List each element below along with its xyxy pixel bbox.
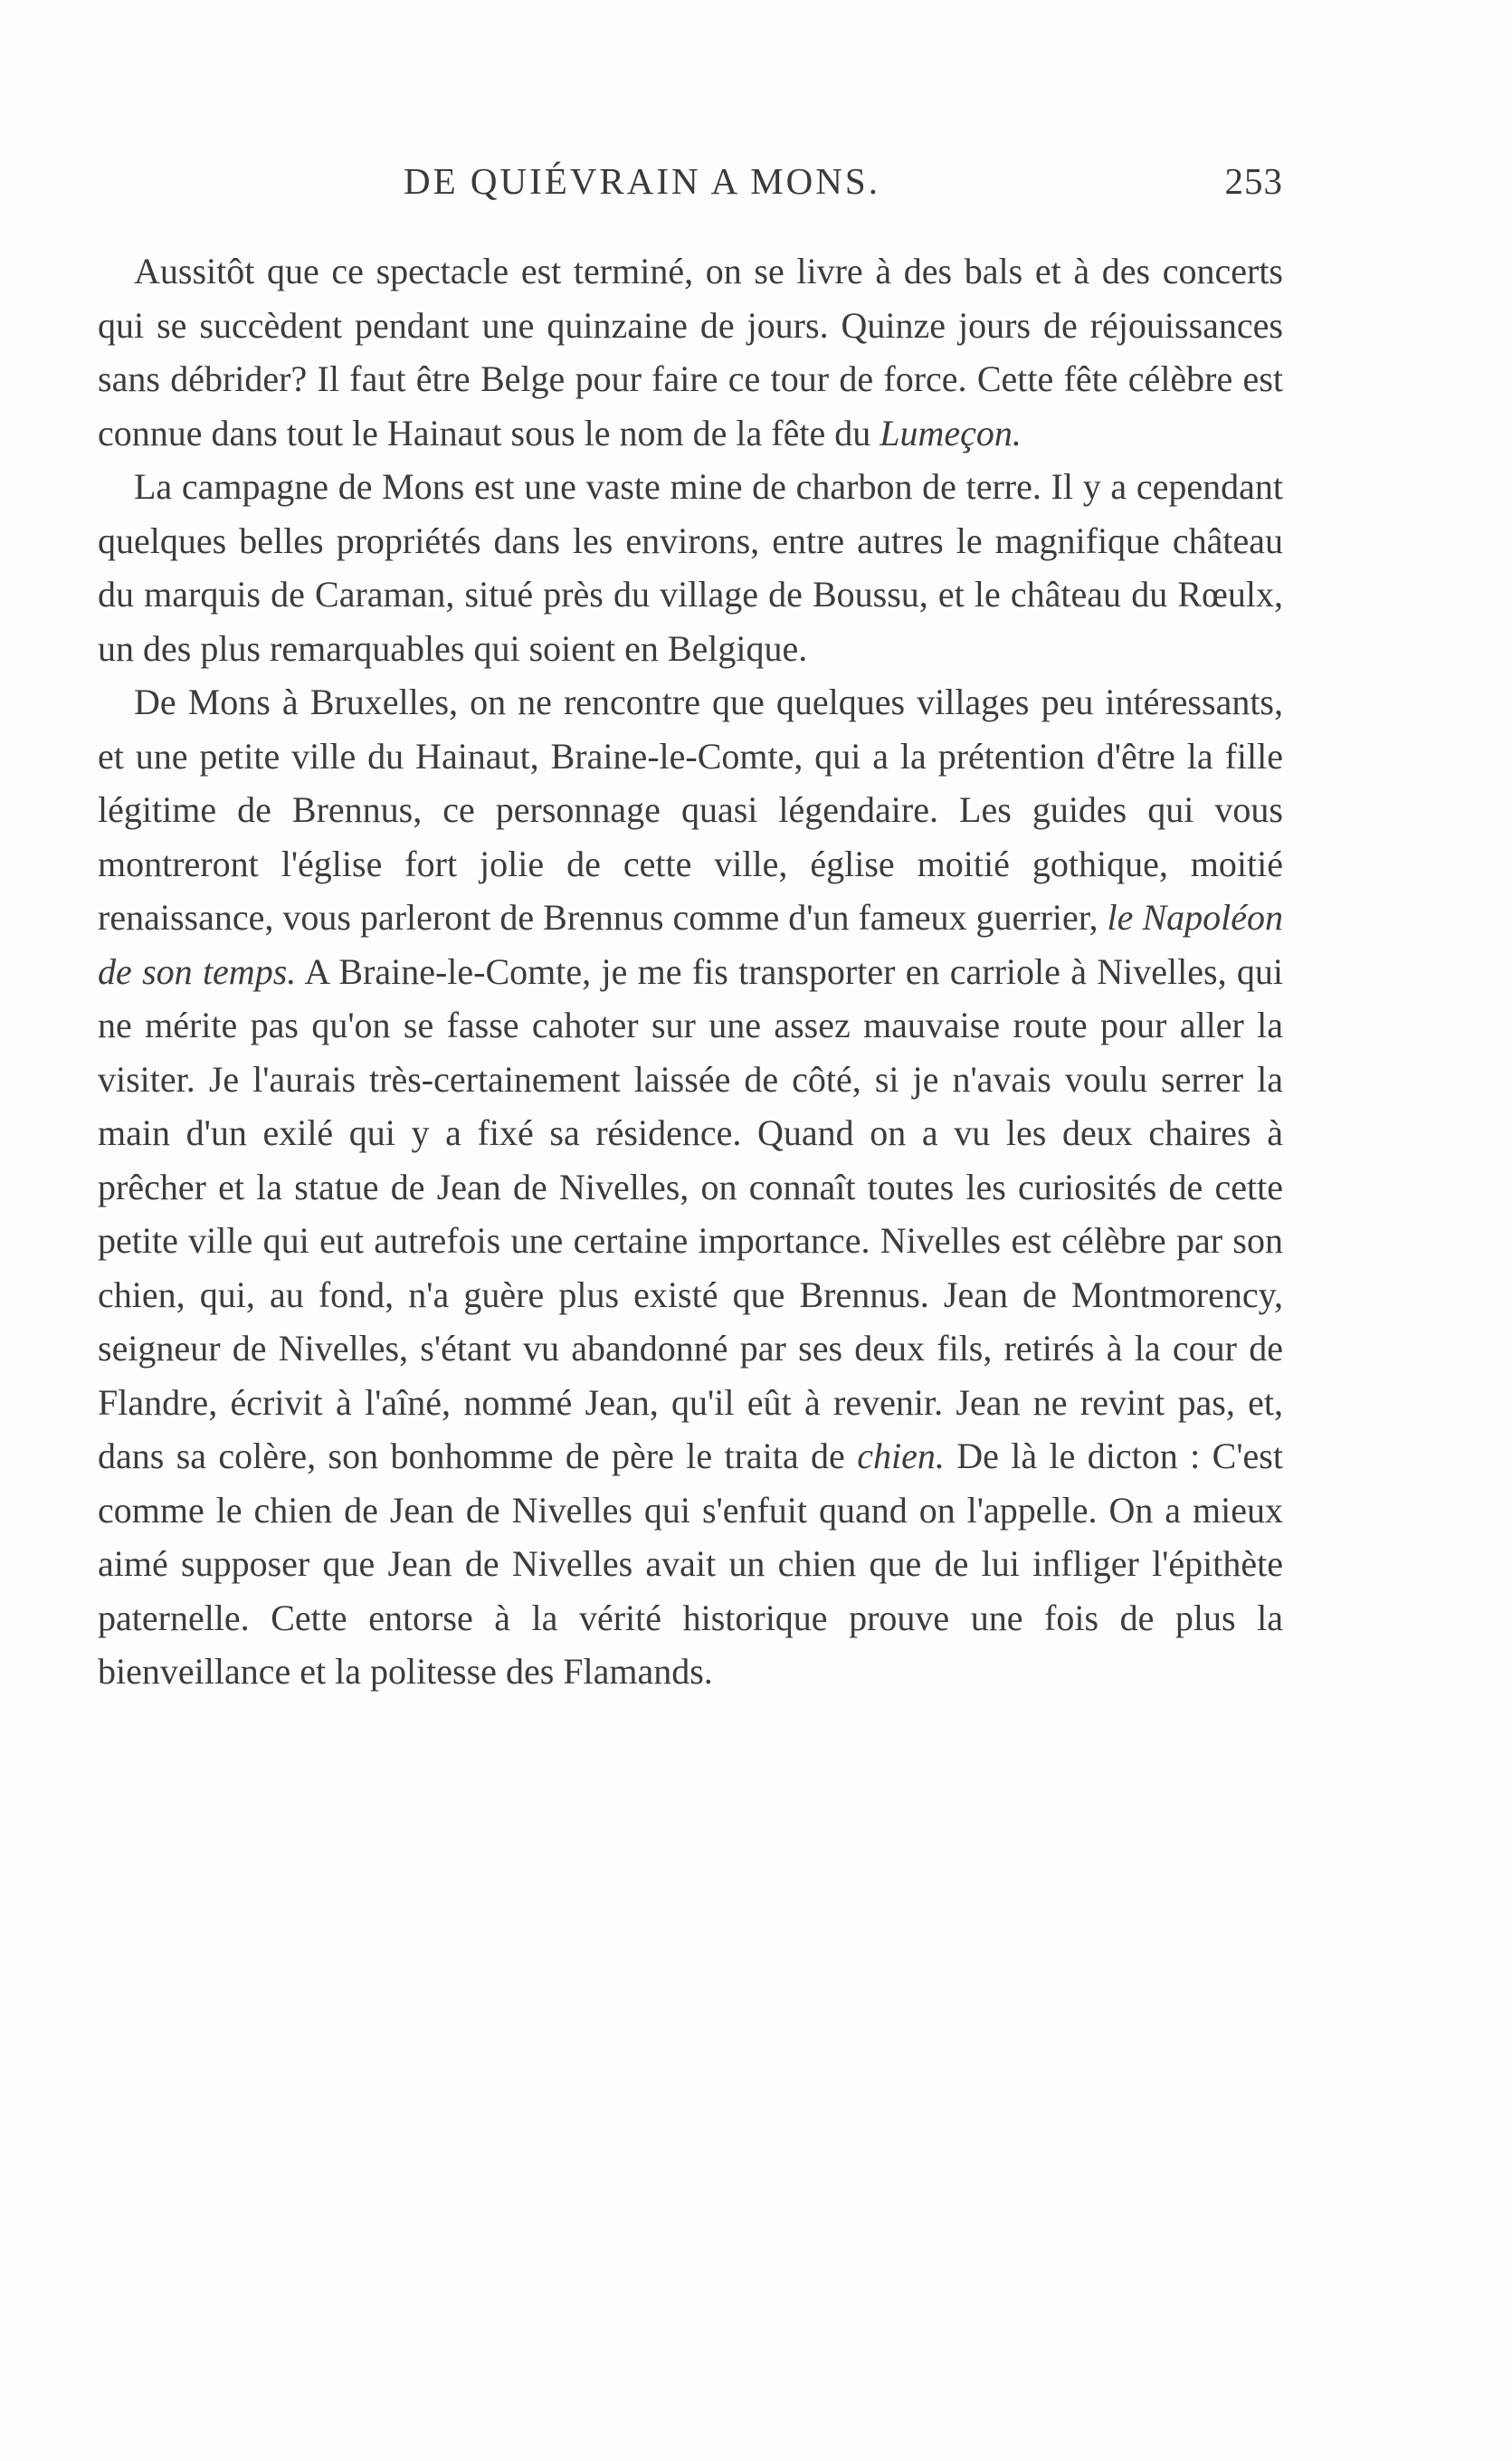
text-run: De là le dicton : C'est comme le chien de Jean de Nivelles qui s'enfuit quand on l'appelle. On a mieux aimé supposer que Jean de Nivelles avait un chien que de lui infliger l'épithète paternelle. Cette entorse à la vérité historique prouve une fois de plus la bienveillance et la politesse des Flamands. — [98, 1436, 1283, 1692]
paragraph — [98, 675, 1283, 1699]
body-text — [98, 244, 1283, 1699]
italic-run: chien. — [857, 1436, 945, 1476]
text-run: La campagne de Mons est une vaste mine de charbon de terre. Il y a cependant quelques belles propriétés dans les environs, entre autres le magnifique château du marquis de Caraman, situé près du village de Boussu, et le château du Rœulx, un des plus remarquables qui soient en Belgique. — [98, 466, 1283, 669]
text-run: A Braine-le-Comte, je me fis transporter en carriole à Nivelles, qui ne mérite pas qu'on se fasse cahoter sur une assez mauvaise route pour aller la visiter. Je l'aurais très-certainement laissée de côté, si je n'avais voulu serrer la main d'un exilé qui y a fixé sa résidence. Quand on a vu les deux chaires à prêcher et la statue de Jean de Nivelles, on connaît toutes les curiosités de cette petite ville qui eut autrefois une certaine importance. Nivelles est célèbre par son chien, qui, au fond, n'a guère plus existé que Brennus. Jean de Montmorency, seigneur de Nivelles, s'étant vu abandonné par ses deux fils, retirés à la cour de Flandre, écrivit à l'aîné, nommé Jean, qu'il eût à revenir. Jean ne revint pas, et, dans sa colère, son bonhomme de père le traita de — [98, 950, 1283, 1476]
paragraph — [98, 460, 1283, 675]
italic-run: le Napoléon de son temps. — [98, 897, 1283, 992]
paragraph — [98, 244, 1283, 460]
running-title: DE QUIÉVRAIN A MONS. — [404, 160, 880, 202]
running-header — [98, 159, 1283, 214]
text-run: De Mons à Bruxelles, on ne rencontre que quelques villages peu intéressants, et une petite ville du Hainaut, Braine-le-Comte, qui a la prétention d'être la fille légitime de Brennus, ce personnage quasi légendaire. Les guides qui vous montreront l'église fort jolie de cette ville, église moitié gothique, moitié renaissance, vous parleront de Brennus comme d'un fameux guerrier, — [98, 682, 1283, 938]
text-run: Aussitôt que ce spectacle est terminé, on se livre à des bals et à des concerts qui se succèdent pendant une quinzaine de jours. Quinze jours de réjouissances sans débrider? Il faut être Belge pour faire ce tour de force. Cette fête célèbre est connue dans tout le Hainaut sous le nom de la fête du — [98, 251, 1283, 453]
italic-run: Lumeçon. — [880, 412, 1022, 453]
page-number: 253 — [1224, 160, 1283, 202]
